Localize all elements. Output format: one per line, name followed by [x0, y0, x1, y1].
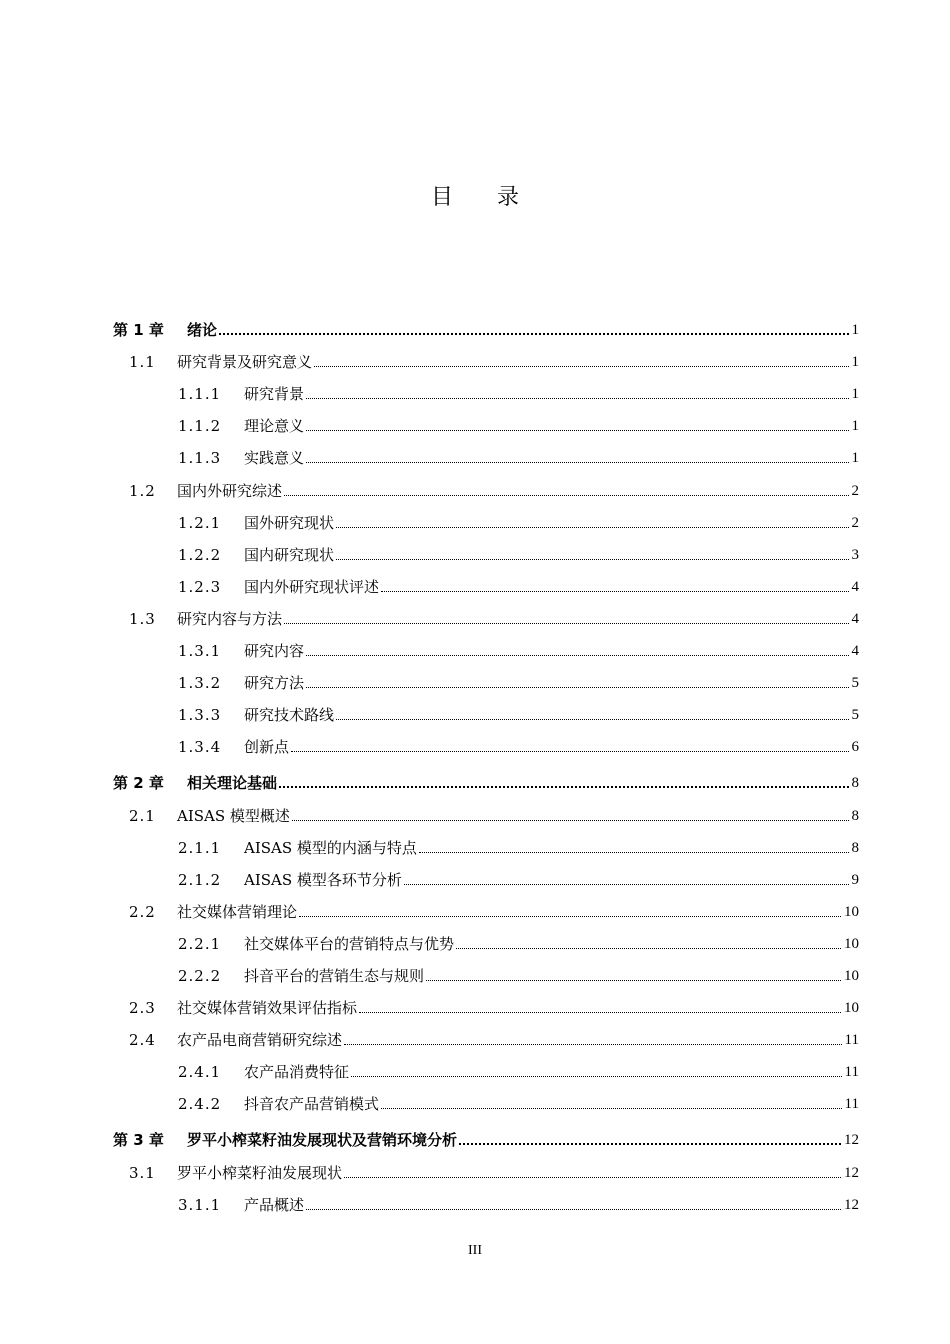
- dot-leader: [292, 819, 849, 821]
- toc-entry-page: 6: [851, 739, 859, 756]
- toc-entry-number: 1.2.2: [178, 545, 222, 564]
- toc-entry-title: 罗平小榨菜籽油发展现状: [177, 1163, 343, 1182]
- toc-entry-number: 1.3.2: [178, 674, 222, 693]
- toc-entry-page: 8: [851, 775, 859, 792]
- toc-entry-number: 2.4.2: [178, 1095, 222, 1114]
- toc-entry-number: 1.3.3: [178, 706, 222, 725]
- toc-entry-number: 1.3.4: [178, 738, 222, 757]
- toc-entry-title: 国外研究现状: [244, 513, 335, 532]
- dot-leader: [404, 883, 849, 885]
- toc-entry-page: 12: [844, 1164, 859, 1181]
- toc-entry-number: 1.3: [129, 609, 156, 628]
- dot-leader: [306, 654, 848, 656]
- toc-entry[interactable]: [113, 501, 859, 533]
- toc-entry[interactable]: [113, 308, 859, 340]
- toc-entry[interactable]: [113, 597, 859, 629]
- toc-entry-page: 10: [844, 903, 859, 920]
- toc-entry-number: 第 1 章: [113, 321, 164, 340]
- dot-leader: [219, 332, 848, 335]
- toc-entry-number: 2.4.1: [178, 1063, 222, 1082]
- toc-entry[interactable]: [113, 793, 859, 825]
- toc-entry-title: 抖音农产品营销模式: [244, 1095, 380, 1114]
- toc-entry-page: 2: [851, 514, 859, 531]
- toc-entry[interactable]: [113, 436, 859, 468]
- toc-entry-page: 11: [844, 1064, 859, 1081]
- dot-leader: [359, 1011, 841, 1013]
- toc-entry[interactable]: [113, 661, 859, 693]
- toc-entry-title: 实践意义: [244, 449, 305, 468]
- toc-entry[interactable]: [113, 372, 859, 404]
- toc-entry-page: 9: [851, 871, 859, 888]
- toc-entry-title: 国内外研究现状评述: [244, 577, 380, 596]
- toc-entry-title: 社交媒体营销理论: [177, 902, 298, 921]
- toc-entry-page: 8: [851, 807, 859, 824]
- table-of-contents: [113, 308, 859, 1215]
- toc-entry[interactable]: [113, 890, 859, 922]
- toc-entry-number: 2.4: [129, 1031, 156, 1050]
- dot-leader: [381, 590, 848, 592]
- dot-leader: [306, 1208, 841, 1210]
- toc-entry-page: 1: [851, 386, 859, 403]
- toc-entry-title: AISAS 模型的内涵与特点: [244, 838, 417, 857]
- toc-entry-number: 1.3.1: [178, 642, 222, 661]
- toc-entry-page: 2: [851, 482, 859, 499]
- page-number-footer: III: [468, 1243, 482, 1258]
- toc-entry-title: 理论意义: [244, 417, 305, 436]
- toc-entry-page: 4: [851, 643, 859, 660]
- dot-leader: [336, 526, 848, 528]
- toc-entry[interactable]: [113, 404, 859, 436]
- toc-entry-title: 研究技术路线: [244, 706, 335, 725]
- dot-leader: [279, 785, 848, 788]
- toc-entry-number: 第 3 章: [113, 1131, 164, 1150]
- toc-entry-number: 2.2.2: [178, 966, 222, 985]
- toc-entry-page: 4: [851, 578, 859, 595]
- toc-entry-page: 1: [851, 450, 859, 467]
- toc-entry-number: 3.1: [129, 1163, 156, 1182]
- dot-leader: [314, 365, 848, 367]
- toc-entry-number: 第 2 章: [113, 774, 164, 793]
- dot-leader: [336, 558, 848, 560]
- toc-entry[interactable]: [113, 725, 859, 757]
- toc-entry[interactable]: [113, 533, 859, 565]
- toc-entry-number: 1.2.3: [178, 577, 222, 596]
- toc-entry-number: 1.1.1: [178, 385, 222, 404]
- toc-entry-number: 3.1.1: [178, 1195, 222, 1214]
- toc-entry[interactable]: [113, 1150, 859, 1182]
- toc-entry[interactable]: [113, 1118, 859, 1150]
- toc-entry[interactable]: [113, 1183, 859, 1215]
- dot-leader: [351, 1075, 842, 1077]
- toc-entry-page: 8: [851, 839, 859, 856]
- toc-entry[interactable]: [113, 858, 859, 890]
- toc-entry-title: 产品概述: [244, 1195, 305, 1214]
- toc-entry-number: 2.1.2: [178, 870, 222, 889]
- toc-entry-title: 相关理论基础: [187, 774, 278, 793]
- toc-entry[interactable]: [113, 1018, 859, 1050]
- toc-entry-title: 研究内容与方法: [177, 609, 283, 628]
- dot-leader: [344, 1043, 842, 1045]
- toc-entry-title: 社交媒体平台的营销特点与优势: [244, 934, 455, 953]
- toc-entry-page: 10: [844, 967, 859, 984]
- toc-entry[interactable]: [113, 986, 859, 1018]
- toc-entry-number: 1.1: [129, 353, 156, 372]
- toc-entry[interactable]: [113, 1050, 859, 1082]
- toc-entry[interactable]: [113, 954, 859, 986]
- toc-entry-page: 10: [844, 935, 859, 952]
- toc-entry[interactable]: [113, 1082, 859, 1114]
- toc-entry[interactable]: [113, 826, 859, 858]
- toc-entry-page: 10: [844, 1000, 859, 1017]
- toc-entry-title: 创新点: [244, 738, 290, 757]
- toc-entry-title: 农产品电商营销研究综述: [177, 1031, 343, 1050]
- dot-leader: [284, 494, 848, 496]
- toc-entry[interactable]: [113, 922, 859, 954]
- toc-entry-number: 2.2.1: [178, 934, 222, 953]
- toc-entry[interactable]: [113, 761, 859, 793]
- toc-entry-page: 12: [844, 1196, 859, 1213]
- page-title: 目录: [430, 185, 563, 210]
- toc-entry-number: 2.1.1: [178, 838, 222, 857]
- dot-leader: [459, 1142, 841, 1145]
- dot-leader: [419, 851, 849, 853]
- dot-leader: [291, 750, 848, 752]
- toc-entry-page: 11: [844, 1032, 859, 1049]
- dot-leader: [284, 622, 848, 624]
- toc-entry-number: 1.1.2: [178, 417, 222, 436]
- toc-entry-page: 11: [844, 1096, 859, 1113]
- toc-entry[interactable]: [113, 468, 859, 500]
- toc-entry-title: 罗平小榨菜籽油发展现状及营销环境分析: [187, 1131, 458, 1150]
- toc-entry[interactable]: [113, 340, 859, 372]
- toc-entry-page: 3: [851, 546, 859, 563]
- toc-entry-page: 1: [851, 322, 859, 339]
- dot-leader: [306, 686, 848, 688]
- toc-entry-title: 绪论: [187, 321, 218, 340]
- toc-entry-title: 农产品消费特征: [244, 1063, 350, 1082]
- toc-entry-page: 12: [844, 1132, 859, 1149]
- toc-entry[interactable]: [113, 565, 859, 597]
- dot-leader: [426, 979, 841, 981]
- toc-entry-page: 1: [851, 354, 859, 371]
- dot-leader: [299, 915, 841, 917]
- toc-entry-page: 1: [851, 418, 859, 435]
- toc-entry-title: AISAS 模型各环节分析: [244, 870, 402, 889]
- toc-entry[interactable]: [113, 693, 859, 725]
- dot-leader: [456, 947, 841, 949]
- toc-entry-page: 5: [851, 707, 859, 724]
- dot-leader: [381, 1107, 842, 1109]
- dot-leader: [306, 397, 848, 399]
- dot-leader: [336, 718, 848, 720]
- toc-entry-title: AISAS 模型概述: [177, 806, 290, 825]
- toc-entry-title: 研究背景: [244, 385, 305, 404]
- toc-entry-title: 抖音平台的营销生态与规则: [244, 966, 425, 985]
- toc-entry-number: 2.2: [129, 902, 156, 921]
- dot-leader: [306, 461, 848, 463]
- toc-entry-title: 研究内容: [244, 642, 305, 661]
- toc-entry-number: 1.2.1: [178, 513, 222, 532]
- toc-entry-title: 国内外研究综述: [177, 481, 283, 500]
- dot-leader: [344, 1176, 841, 1178]
- toc-entry-number: 1.2: [129, 481, 156, 500]
- toc-entry-number: 1.1.3: [178, 449, 222, 468]
- toc-entry-title: 社交媒体营销效果评估指标: [177, 999, 358, 1018]
- dot-leader: [306, 429, 848, 431]
- toc-entry-title: 研究方法: [244, 674, 305, 693]
- toc-entry-title: 国内研究现状: [244, 545, 335, 564]
- toc-entry-number: 2.3: [129, 999, 156, 1018]
- toc-entry-number: 2.1: [129, 806, 156, 825]
- toc-entry-title: 研究背景及研究意义: [177, 353, 313, 372]
- toc-entry-page: 4: [851, 610, 859, 627]
- toc-entry-page: 5: [851, 675, 859, 692]
- toc-entry[interactable]: [113, 629, 859, 661]
